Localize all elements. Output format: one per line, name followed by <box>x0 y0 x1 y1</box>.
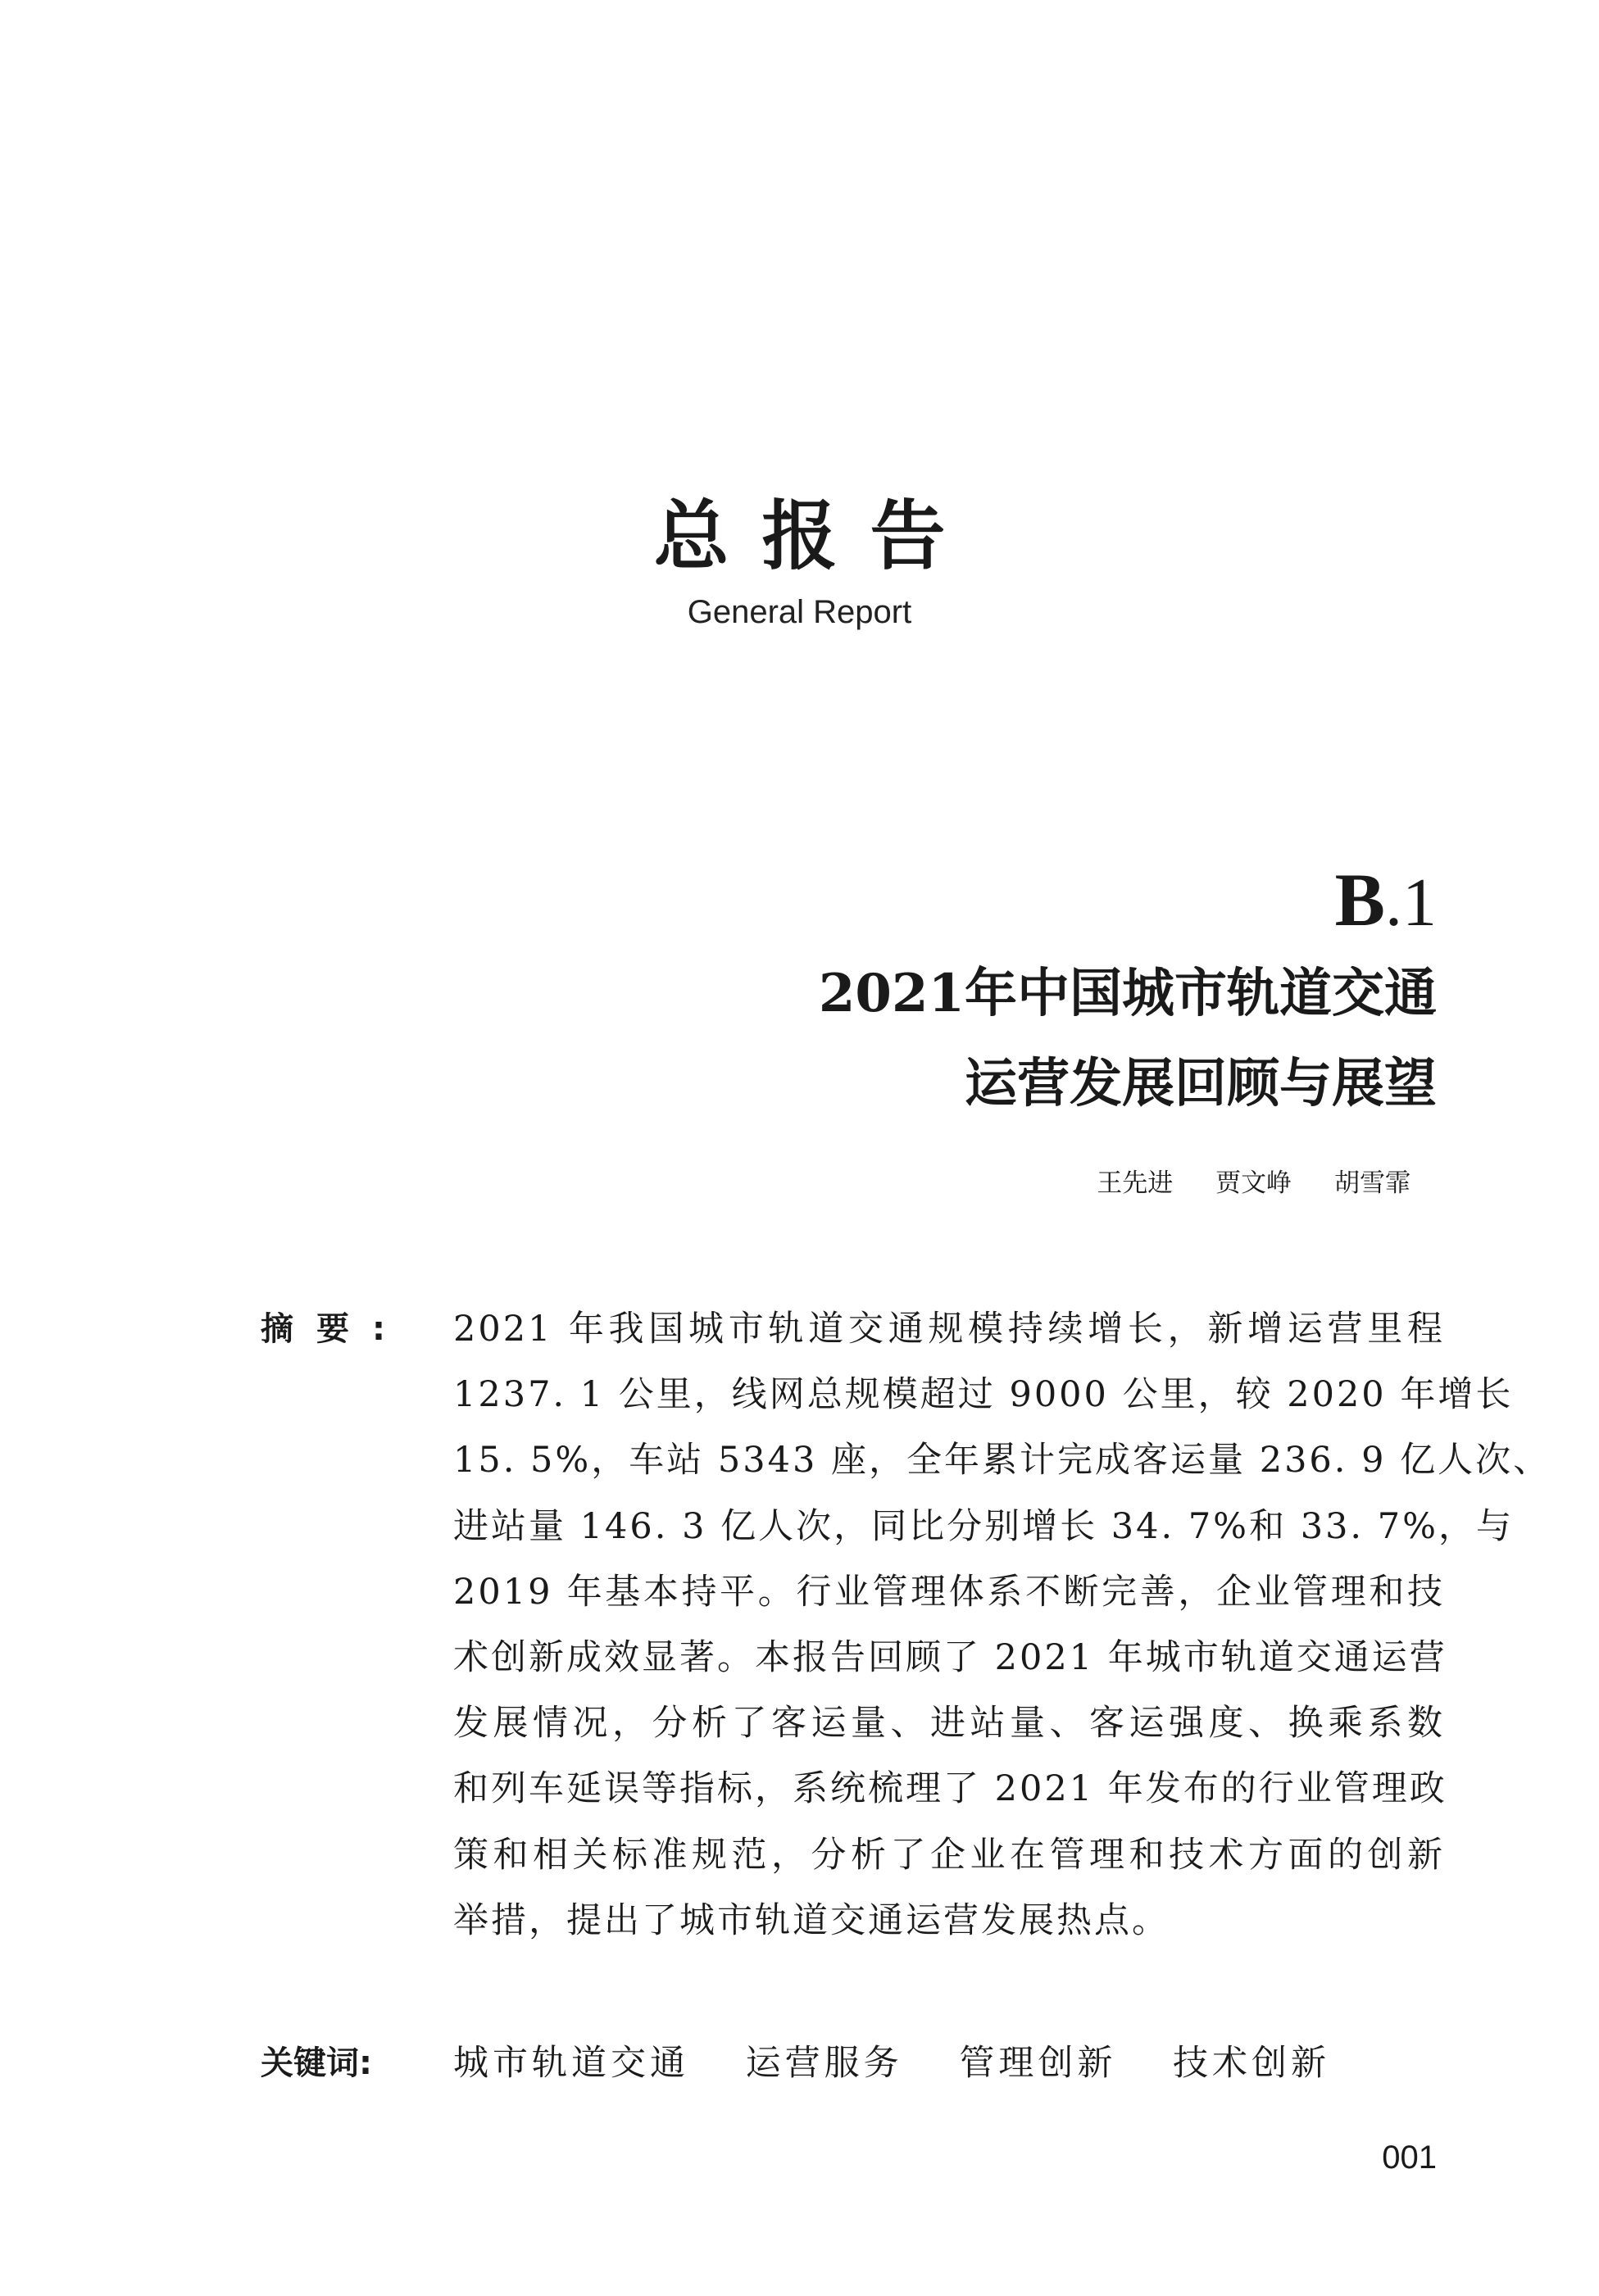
article-title <box>819 949 1437 1129</box>
abstract-body <box>453 1296 1551 1953</box>
abstract-line: 术创新成效显著。本报告回顾了 2021 年城市轨道交通运营 <box>453 1637 1447 1679</box>
page-number: 001 <box>1382 2139 1437 2176</box>
abstract-line: 举措，提出了城市轨道交通运营发展热点。 <box>453 1899 1170 1941</box>
keyword: 城市轨道交通 <box>453 2043 689 2084</box>
abstract-line: 策和相关标准规范，分析了企业在管理和技术方面的创新 <box>453 1834 1445 1876</box>
abstract-line: 1237. 1 公里，线网总规模超过 9000 公里，较 2020 年增长 <box>453 1374 1514 1416</box>
abstract-line: 和列车延误等指标，系统梳理了 2021 年发布的行业管理政 <box>453 1768 1447 1810</box>
abstract-line: 2019 年基本持平。行业管理体系不断完善，企业管理和技 <box>453 1571 1445 1613</box>
section-title: 总报告 <box>653 492 979 580</box>
keyword: 管理创新 <box>959 2043 1117 2084</box>
article-title-line-2: 运营发展回顾与展望 <box>965 1053 1437 1114</box>
abstract-line: 进站量 146. 3 亿人次，同比分别增长 34. 7%和 33. 7%，与 <box>453 1505 1514 1547</box>
chapter-label <box>1335 859 1437 944</box>
keyword: 运营服务 <box>745 2043 903 2084</box>
chapter-number: .1 <box>1385 864 1437 941</box>
article-title-line-1: 2021年中国城市轨道交通 <box>818 963 1437 1024</box>
section-subtitle: General Report <box>687 594 912 630</box>
author-1: 王先进 <box>1097 1168 1174 1198</box>
keywords-label: 关键词: <box>261 2044 372 2082</box>
chapter-letter: B <box>1334 858 1385 942</box>
abstract-label: 摘要: <box>261 1310 408 1348</box>
author-3: 胡雪霏 <box>1334 1168 1410 1198</box>
abstract-line: 发展情况，分析了客运量、进站量、客运强度、换乘系数 <box>453 1703 1445 1745</box>
authors <box>1062 1167 1410 1200</box>
keyword: 技术创新 <box>1173 2043 1331 2084</box>
author-2: 贾文峥 <box>1215 1168 1292 1198</box>
abstract-line: 15. 5%，车站 5343 座，全年累计完成客运量 236. 9 亿人次、 <box>453 1440 1551 1482</box>
keywords-list <box>453 2039 1371 2088</box>
abstract-line: 2021 年我国城市轨道交通规模持续增长，新增运营里程 <box>453 1309 1445 1350</box>
